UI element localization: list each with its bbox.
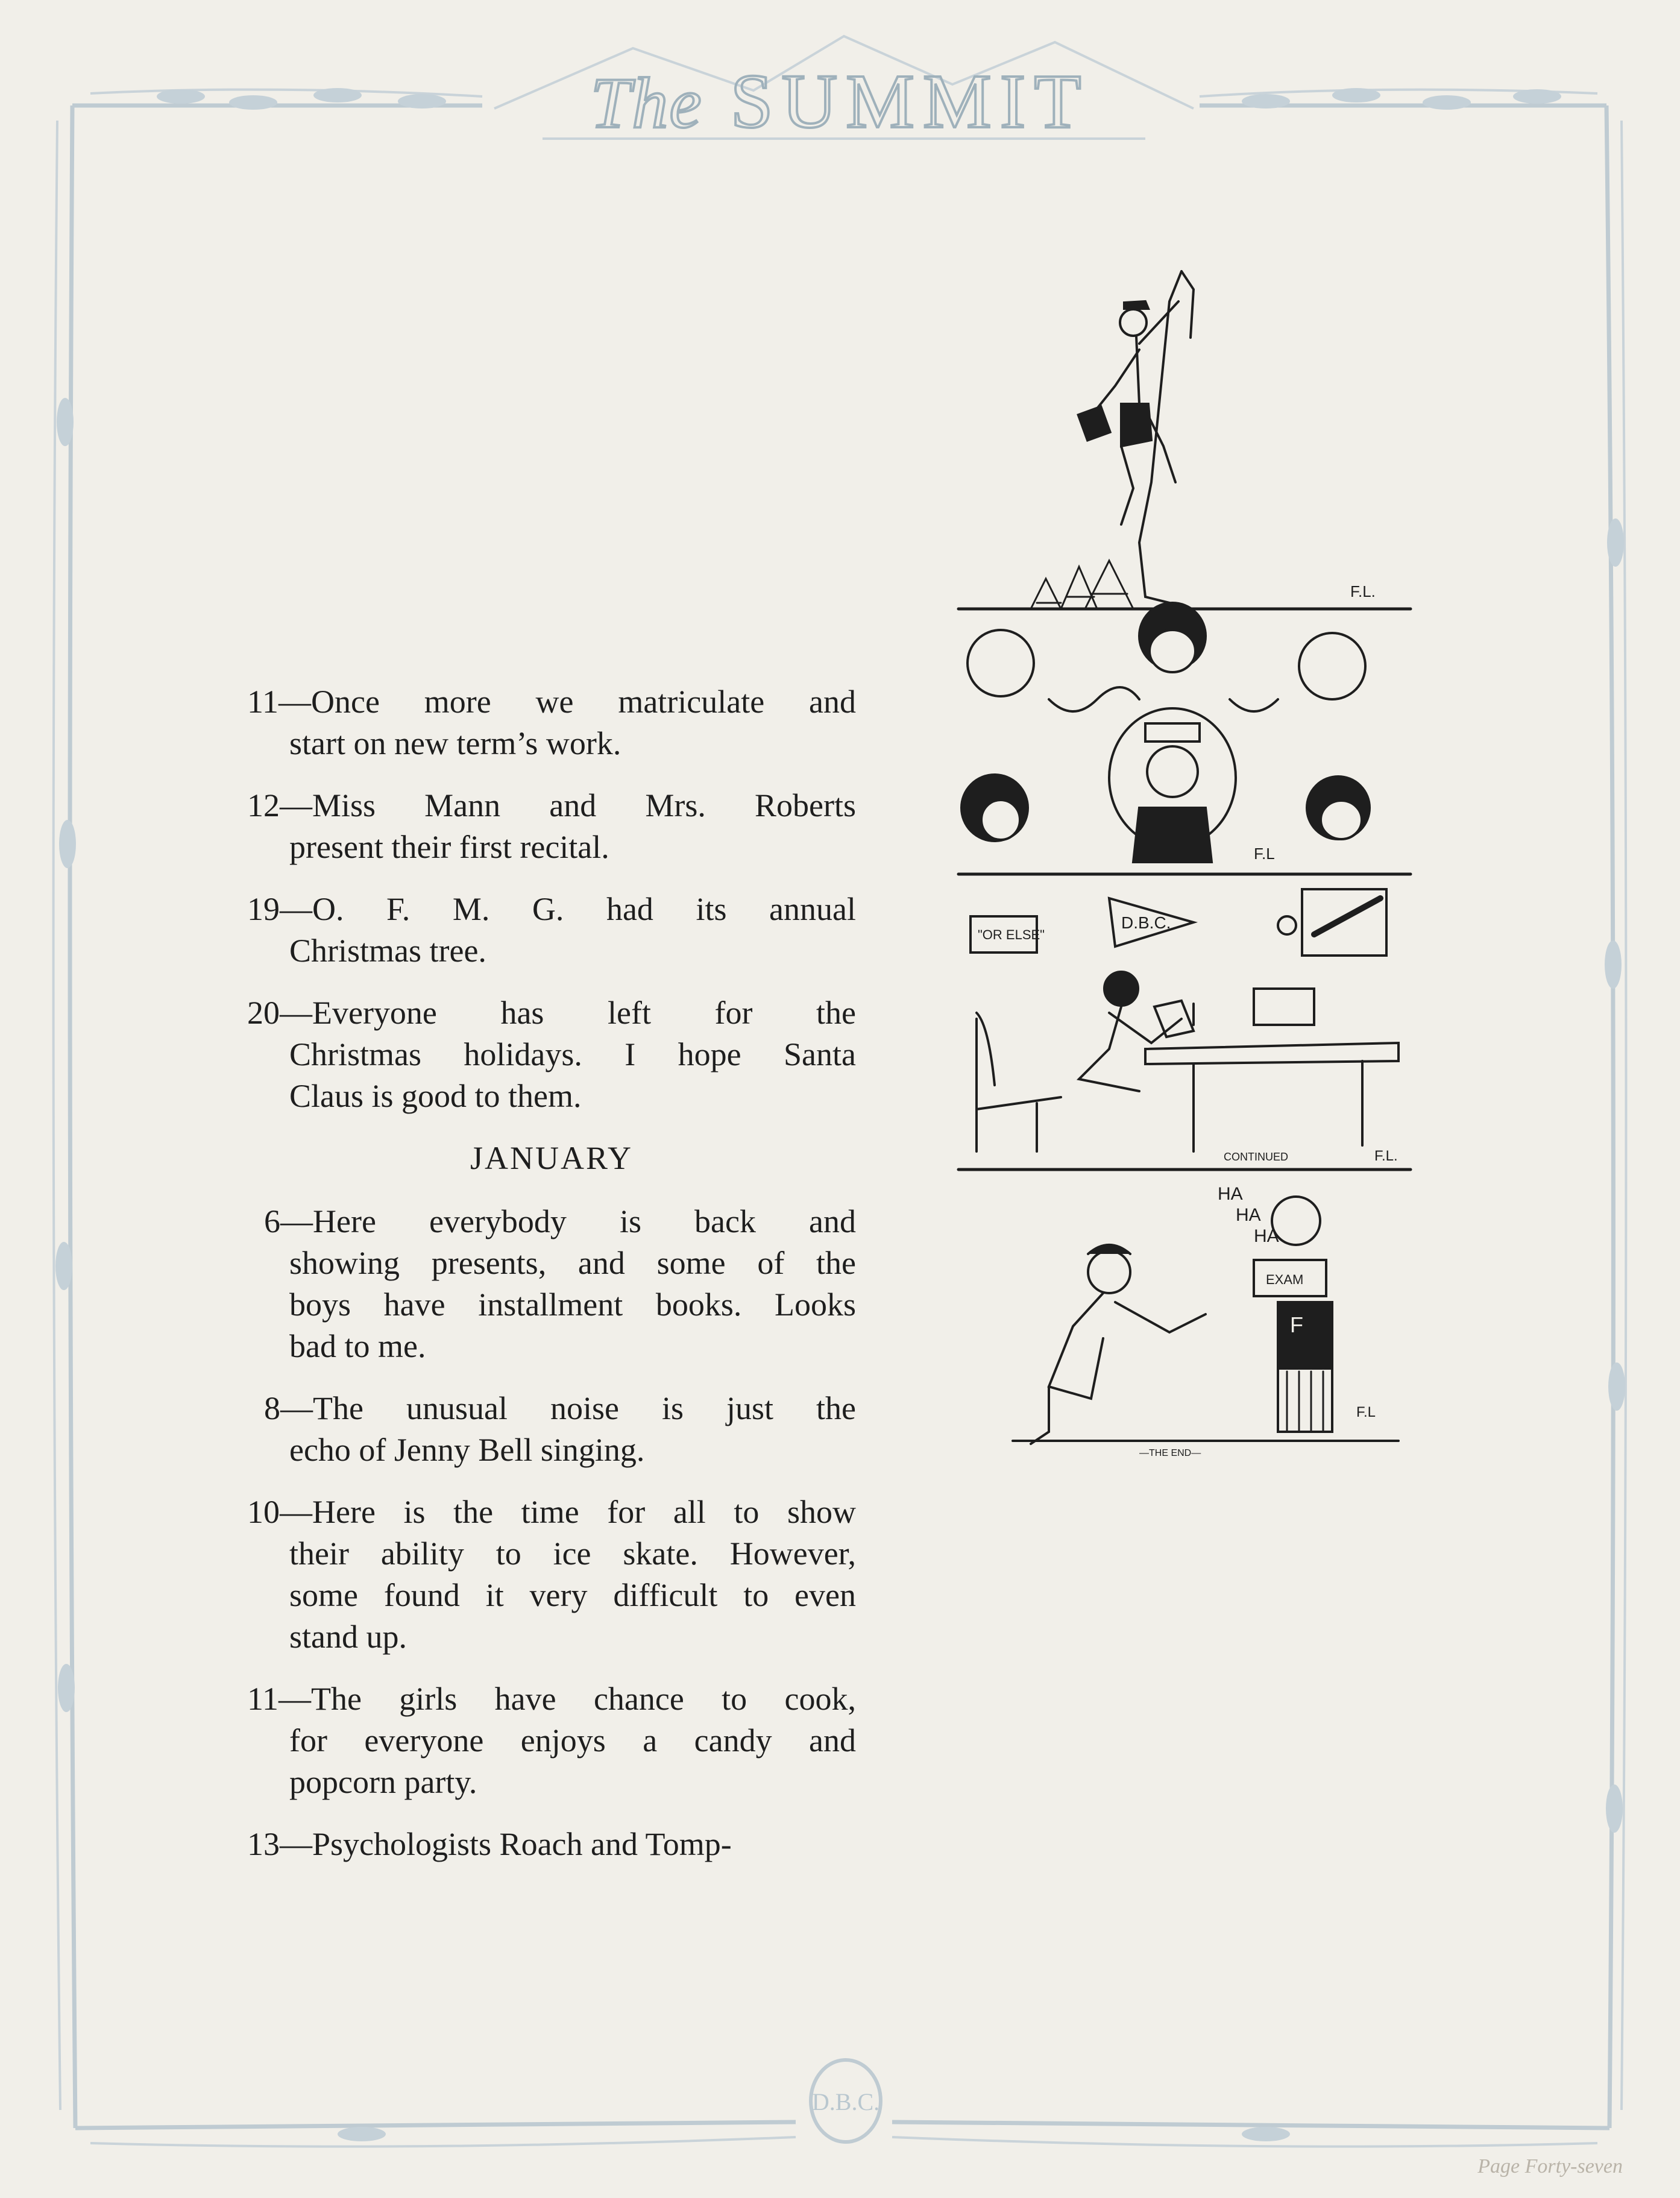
entry-line: showing presents, and some of the [289, 1245, 856, 1281]
signature-1: F.L. [1350, 582, 1376, 600]
entry-text: —Here is the time for all to show [280, 1494, 856, 1530]
calendar-entry [247, 889, 856, 972]
entry-date: 10 [247, 1494, 280, 1530]
laugh-2: HA [1236, 1205, 1261, 1225]
dbc-pennant: D.B.C. [1121, 913, 1171, 932]
entry-line: for everyone enjoys a candy and [289, 1722, 856, 1759]
entry-text: —Miss Mann and Mrs. Roberts [280, 787, 856, 823]
calendar-entry [247, 1824, 856, 1865]
exam-panel [1013, 1197, 1398, 1444]
entry-date: 11 [247, 684, 278, 720]
calendar-entry [247, 681, 856, 764]
entry-line [247, 889, 856, 930]
cartoon-strip [940, 265, 1423, 1772]
entry-line [247, 1678, 856, 1720]
masthead-title: SUMMIT [730, 58, 1090, 144]
january-entries [247, 1201, 856, 1865]
calendar-entry [247, 1388, 856, 1471]
entry-text: —Psychologists Roach and Tomp- [280, 1826, 732, 1862]
entry-line: echo of Jenny Bell singing. [289, 1432, 645, 1468]
climber-panel [958, 271, 1411, 609]
entry-date: 12 [247, 787, 280, 823]
entry-line [247, 992, 856, 1034]
entry-line [247, 1388, 856, 1429]
calendar-entry [247, 1491, 856, 1658]
masthead-the: The [590, 63, 703, 143]
entry-line: popcorn party. [289, 1764, 477, 1800]
entry-text: —O. F. M. G. had its annual [280, 891, 856, 927]
the-end-label: —THE END— [1139, 1448, 1201, 1458]
entry-date: 19 [247, 891, 280, 927]
signature-3: F.L. [1374, 1148, 1398, 1164]
or-else-sign: "OR ELSE" [978, 927, 1045, 942]
entry-line [247, 785, 856, 827]
entry-line [247, 1491, 856, 1533]
entry-line [247, 681, 856, 723]
calendar-entry [247, 785, 856, 868]
entry-line: start on new term’s work. [289, 725, 621, 761]
entry-line: some found it very difficult to even [289, 1577, 856, 1613]
laugh-3: HA [1254, 1226, 1279, 1246]
entry-text: —Here everybody is back and [280, 1203, 856, 1239]
entry-text: —The unusual noise is just the [280, 1390, 856, 1426]
exam-paper: EXAM [1266, 1272, 1304, 1287]
entry-date: 11 [247, 1681, 278, 1717]
calendar-entry [247, 1678, 856, 1803]
entry-date: 13 [247, 1826, 280, 1862]
calendar-text [247, 681, 856, 1886]
laugh-1: HA [1218, 1184, 1243, 1204]
entry-date: 6 [264, 1203, 280, 1239]
entry-line: Christmas tree. [289, 933, 486, 969]
exam-grade: F [1290, 1312, 1303, 1337]
december-entries [247, 681, 856, 1117]
calendar-entry [247, 992, 856, 1117]
entry-text: —The girls have chance to cook, [278, 1681, 856, 1717]
entry-date: 20 [247, 995, 280, 1031]
dbc-monogram [807, 2056, 885, 2146]
entry-line: stand up. [289, 1619, 407, 1655]
entry-line: Christmas holidays. I hope Santa [289, 1036, 856, 1072]
entry-line: boys have installment books. Looks [289, 1286, 856, 1323]
entry-text: —Once more we matriculate and [278, 684, 856, 720]
dbc-monogram-text: D.B.C. [811, 2088, 880, 2115]
entry-line: their ability to ice skate. However, [289, 1535, 856, 1572]
month-heading: JANUARY [470, 1140, 634, 1176]
entry-text: —Everyone has left for the [280, 995, 856, 1031]
continued-label: CONTINUED [1224, 1151, 1288, 1163]
entry-line [247, 1201, 856, 1242]
masthead [0, 57, 1680, 146]
entry-line: present their first recital. [289, 829, 609, 865]
page-number: Page Forty-seven [1477, 2155, 1623, 2178]
calendar-entry [247, 1201, 856, 1367]
heads-panel [958, 603, 1411, 874]
entry-line: Claus is good to them. [289, 1078, 582, 1114]
signature-4: F.L [1356, 1404, 1376, 1420]
entry-line [247, 1824, 856, 1865]
signature-2: F.L [1254, 845, 1275, 863]
entry-date: 8 [264, 1390, 280, 1426]
entry-line: bad to me. [289, 1328, 426, 1364]
